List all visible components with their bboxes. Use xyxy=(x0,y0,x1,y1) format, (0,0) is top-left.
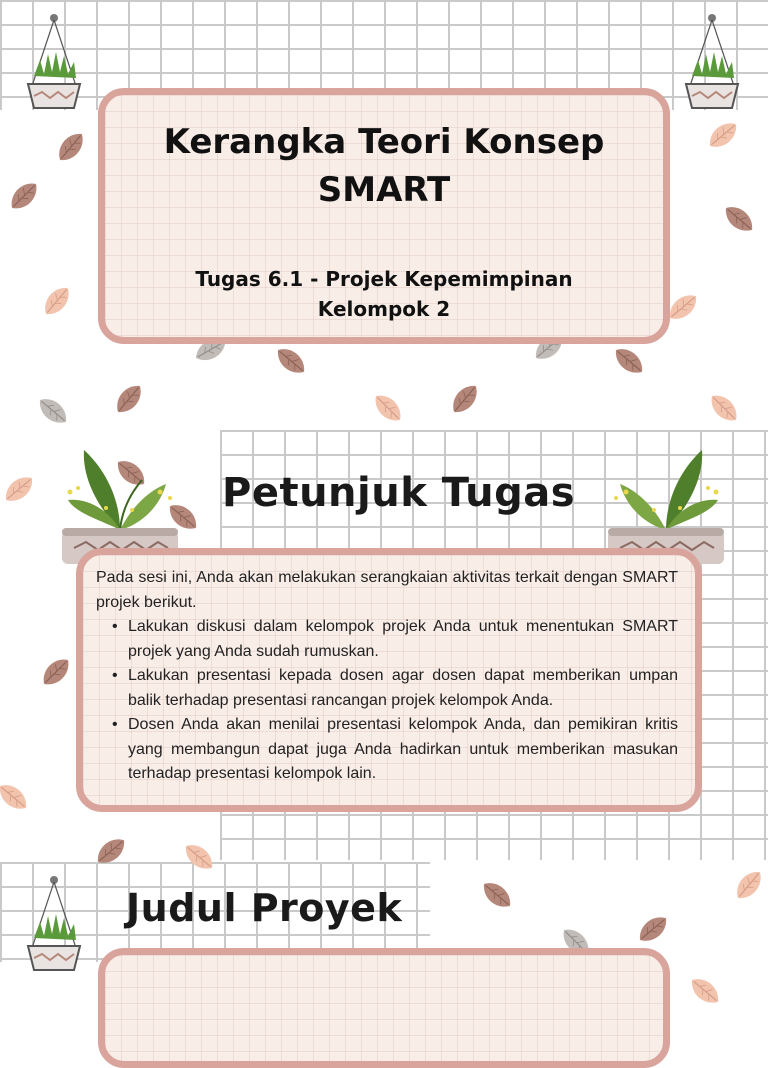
page-title: Kerangka Teori Konsep SMART xyxy=(163,122,605,210)
list-item: • Lakukan diskusi dalam kelompok projek Anda untuk menentukan SMART projek yang Anda sudah rumuskan. xyxy=(128,615,678,664)
hanging-plant-icon xyxy=(22,874,86,974)
subtitle-line-2: Kelompok 2 xyxy=(317,297,451,321)
hanging-plant-icon xyxy=(22,12,86,112)
subtitle-line-1: Tugas 6.1 - Projek Kepemimpinan xyxy=(195,267,573,291)
instructions-list xyxy=(96,615,678,787)
list-item: • Lakukan presentasi kepada dosen agar dosen dapat memberikan umpan balik terhadap presentasi rancangan projek kelompok Anda. xyxy=(128,664,678,713)
section-heading-project-title: Judul Proyek xyxy=(126,886,403,930)
page-subtitle xyxy=(104,264,664,324)
hanging-plant-icon xyxy=(680,12,744,112)
project-title-card xyxy=(98,948,670,1068)
instructions-body xyxy=(96,566,678,787)
list-item: • Dosen Anda akan menilai presentasi kelompok Anda, dan pemikiran kritis yang membangun dapat juga Anda hadirkan untuk memberikan masukan terhadap presentasi kelompok lain. xyxy=(128,713,678,787)
instructions-intro: Pada sesi ini, Anda akan melakukan serangkaian aktivitas terkait dengan SMART projek berikut. xyxy=(96,569,678,611)
section-heading-instructions: Petunjuk Tugas xyxy=(222,470,576,516)
